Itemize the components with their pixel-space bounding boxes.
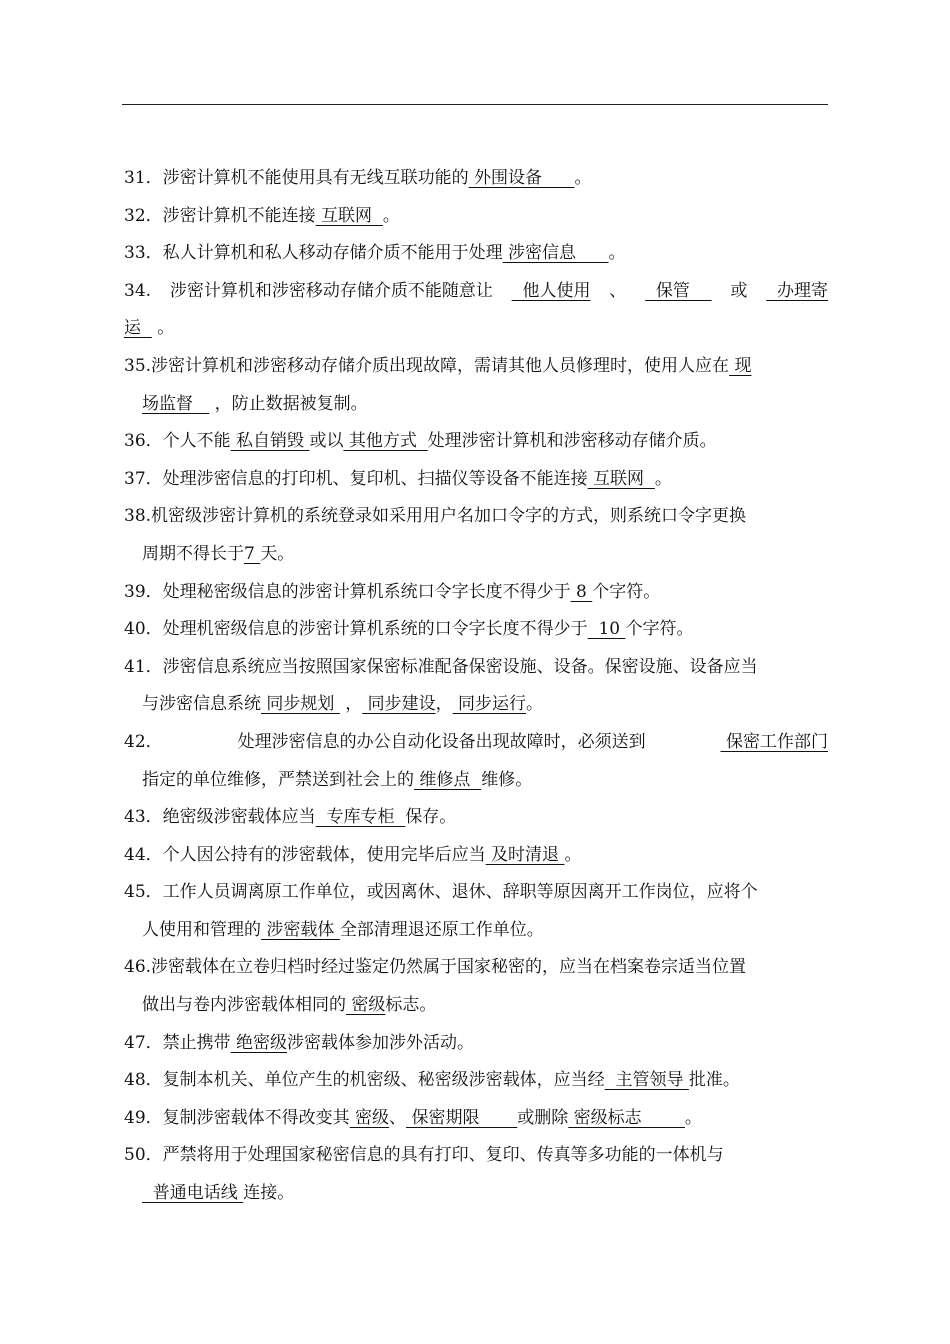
question-46: 46.涉密载体在立卷归档时经过鉴定仍然属于国家秘密的，应当在档案卷宗适当位置 (124, 957, 747, 978)
question-42: 42． 处理涉密信息的办公自动化设备出现故障时，必须送到 保密工作部门 (124, 724, 828, 762)
question-39: 39．处理秘密级信息的涉密计算机系统口令字长度不得少于 8 个字符。 (124, 581, 661, 602)
answer-blank: 办理寄 (766, 280, 828, 301)
question-list (124, 160, 828, 1213)
answer-blank: 8 (570, 581, 593, 602)
question-37: 37．处理涉密信息的打印机、复印机、扫描仪等设备不能连接 互联网 。 (124, 468, 672, 489)
answer-blank: 普通电话线 (142, 1183, 244, 1204)
question-32: 32．涉密计算机不能连接 互联网 。 (124, 205, 400, 226)
answer-blank: 涉密信息 (502, 243, 609, 264)
question-43: 43．绝密级涉密载体应当 专库专柜 保存。 (124, 807, 457, 828)
question-35-cont: 场监督 ，防止数据被复制。 (142, 393, 368, 414)
question-44: 44．个人因公持有的涉密载体，使用完毕后应当 及时清退 。 (124, 844, 582, 865)
answer-blank: 现 (729, 355, 752, 376)
header-rule (122, 104, 828, 105)
question-40: 40．处理机密级信息的涉密计算机系统的口令字长度不得少于 10 个字符。 (124, 619, 694, 640)
answer-blank: 维修点 (414, 769, 482, 790)
question-45-cont: 人使用和管理的 涉密载体 全部清理退还原工作单位。 (142, 919, 544, 940)
answer-blank: 涉密载体 (261, 919, 340, 940)
question-36: 36．个人不能 私自销毁 或以 其他方式 处理涉密计算机和涉密移动存储介质。 (124, 431, 717, 452)
answer-blank: 外围设备 (468, 168, 575, 188)
question-48: 48．复制本机关、单位产生的机密级、秘密级涉密载体，应当经 主管领导 批准。 (124, 1070, 740, 1091)
question-41: 41．涉密信息系统应当按照国家保密标准配备保密设施、设备。保密设施、设备应当 (124, 656, 758, 677)
question-50-cont: 普通电话线 连接。 (142, 1183, 295, 1204)
question-34-cont: 运 。 (124, 318, 175, 339)
answer-blank: 密级 (349, 1107, 390, 1128)
question-34: 34. 涉密计算机和涉密移动存储介质不能随意让 他人使用 、 保管 或 办理寄 (124, 273, 828, 311)
answer-blank: 保管 (645, 280, 712, 301)
question-50: 50．严禁将用于处理国家秘密信息的具有打印、复印、传真等多功能的一体机与 (124, 1145, 724, 1166)
answer-blank: 同步运行 (452, 694, 527, 715)
question-41-cont: 与涉密信息系统 同步规划 ， 同步建设， 同步运行。 (142, 694, 544, 715)
answer-blank: 主管领导 (604, 1070, 689, 1091)
question-38-cont: 周期不得长于7 天。 (142, 543, 295, 564)
answer-blank: 互联网 (587, 468, 655, 489)
answer-blank: 保密期限 (406, 1107, 518, 1128)
answer-blank: 同步建设 (362, 694, 436, 715)
question-42-cont: 指定的单位维修，严禁送到社会上的 维修点 维修。 (142, 769, 533, 790)
answer-blank: 及时清退 (485, 844, 565, 865)
question-38: 38.机密级涉密计算机的系统登录如采用用户名加口令字的方式，则系统口令字更换 (124, 506, 747, 527)
question-46-cont: 做出与卷内涉密载体相同的 密级标志。 (142, 995, 437, 1016)
answer-blank: 绝密级 (230, 1032, 288, 1053)
question-35: 35.涉密计算机和涉密移动存储介质出现故障，需请其他人员修理时，使用人应在 现 (124, 355, 752, 376)
answer-blank: 保密工作部门 (720, 731, 828, 752)
answer-blank: 其他方式 (343, 431, 428, 452)
answer-blank: 运 (124, 318, 152, 339)
question-33: 33．私人计算机和私人移动存储介质不能用于处理 涉密信息 。 (124, 243, 626, 264)
answer-blank: 7 (244, 543, 261, 564)
question-49: 49．复制涉密载体不得改变其 密级、 保密期限 或删除 密级标志 。 (124, 1107, 702, 1128)
answer-blank: 他人使用 (511, 280, 591, 301)
answer-blank: 密级标志 (568, 1107, 685, 1128)
answer-blank: 专库专柜 (315, 807, 406, 828)
answer-blank: 10 (587, 619, 626, 640)
question-45: 45．工作人员调离原工作单位，或因离休、退休、辞职等原因离开工作岗位，应将个 (124, 882, 758, 903)
question-47: 47．禁止携带 绝密级涉密载体参加涉外活动。 (124, 1032, 475, 1053)
answer-blank: 互联网 (315, 205, 383, 226)
answer-blank: 同步规划 (261, 694, 340, 715)
answer-blank: 场监督 (142, 393, 210, 414)
question-31: 31．涉密计算机不能使用具有无线互联功能的 外围设备 。 (124, 168, 592, 188)
answer-blank: 密级 (346, 995, 386, 1016)
answer-blank: 私自销毁 (230, 431, 310, 452)
